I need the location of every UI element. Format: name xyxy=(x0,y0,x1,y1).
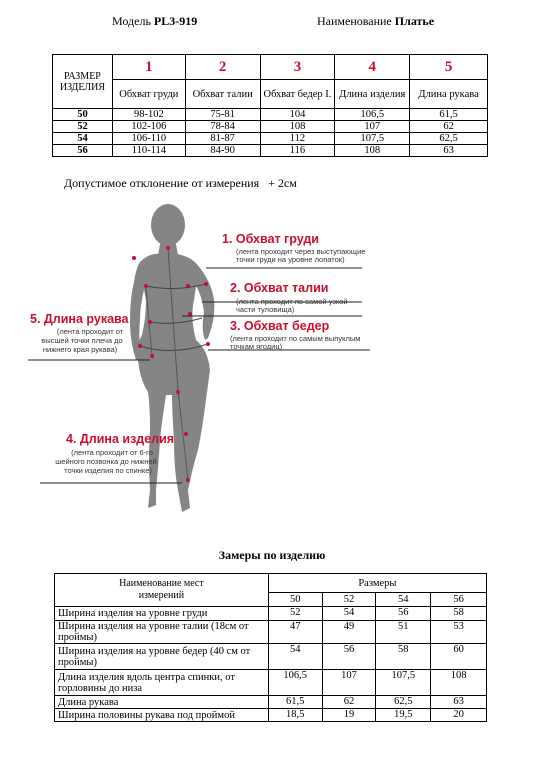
measurement-figure xyxy=(0,195,544,525)
garment-value-cell: 62,5 xyxy=(376,696,431,709)
garment-row xyxy=(55,621,487,644)
label-sleeve-title: 5. Длина рукава xyxy=(30,312,129,326)
garment-value-cell: 53 xyxy=(431,621,487,644)
tolerance-value: + 2см xyxy=(268,176,297,190)
label-waist-desc-1: (лента проходит по самой узкой xyxy=(236,297,348,306)
value-cell: 81-87 xyxy=(185,133,260,145)
label-waist-title: 2. Обхват талии xyxy=(230,281,329,295)
garment-value-cell: 107 xyxy=(322,670,376,696)
param-name-cell: Ширина изделия на уровне бедер (40 см от проймы) xyxy=(55,644,269,670)
value-cell: 61,5 xyxy=(410,109,488,121)
garment-row xyxy=(55,670,487,696)
label-hips-desc-2: точкам ягодиц) xyxy=(230,342,283,351)
col-label-1: Обхват груди xyxy=(112,80,185,109)
value-cell: 63 xyxy=(410,145,488,157)
value-cell: 107 xyxy=(335,121,410,133)
name-line xyxy=(317,14,434,29)
value-cell: 107,5 xyxy=(335,133,410,145)
garment-value-cell: 56 xyxy=(376,607,431,621)
model-code: PL3-919 xyxy=(153,14,198,28)
label-length-desc-2: шейного позвонка до нижней xyxy=(55,457,157,466)
label-hips-desc-1: (лента проходит по самым выпуклым xyxy=(230,334,361,343)
value-cell: 110-114 xyxy=(112,145,185,157)
size-col-50: 50 xyxy=(268,593,322,607)
garment-value-cell: 51 xyxy=(376,621,431,644)
garment-table xyxy=(54,573,487,722)
garment-value-cell: 58 xyxy=(376,644,431,670)
value-cell: 112 xyxy=(260,133,335,145)
label-sleeve-desc-3: нижнего края рукава) xyxy=(42,345,118,354)
col-num-4: 4 xyxy=(335,55,410,80)
garment-value-cell: 108 xyxy=(431,670,487,696)
value-cell: 102-106 xyxy=(112,121,185,133)
param-name-cell: Ширина изделия на уровне талии (18см от проймы) xyxy=(55,621,269,644)
size-col-52: 52 xyxy=(322,593,376,607)
value-cell: 62 xyxy=(410,121,488,133)
col-num-5: 5 xyxy=(410,55,488,80)
col-num-2: 2 xyxy=(185,55,260,80)
label-sleeve-desc-2: высшей точки плеча до xyxy=(41,336,123,345)
garment-value-cell: 19,5 xyxy=(376,709,431,722)
garment-value-cell: 63 xyxy=(431,696,487,709)
sizes-header: Размеры xyxy=(268,574,486,593)
model-line xyxy=(112,14,197,29)
size-cell: 52 xyxy=(53,121,113,133)
garment-value-cell: 54 xyxy=(322,607,376,621)
garment-value-cell: 60 xyxy=(431,644,487,670)
tolerance-text: Допустимое отклонение от измерения xyxy=(64,176,260,190)
size-cell: 56 xyxy=(53,145,113,157)
value-cell: 84-90 xyxy=(185,145,260,157)
value-cell: 78-84 xyxy=(185,121,260,133)
size-cell: 54 xyxy=(53,133,113,145)
value-cell: 116 xyxy=(260,145,335,157)
value-cell: 108 xyxy=(260,121,335,133)
garment-value-cell: 52 xyxy=(268,607,322,621)
name-label: Наименование xyxy=(317,14,392,28)
label-chest-title: 1. Обхват груди xyxy=(222,232,319,246)
param-header-text: Наименование мест измерений xyxy=(119,578,204,601)
value-cell: 75-81 xyxy=(185,109,260,121)
col-num-1: 1 xyxy=(112,55,185,80)
tolerance-line xyxy=(64,176,297,191)
param-name-cell: Ширина половины рукава под проймой xyxy=(55,709,269,722)
col-label-3: Обхват бедер I. xyxy=(260,80,335,109)
garment-value-cell: 18,5 xyxy=(268,709,322,722)
garment-value-cell: 47 xyxy=(268,621,322,644)
garment-row xyxy=(55,607,487,621)
garment-value-cell: 62 xyxy=(322,696,376,709)
label-hips-title: 3. Обхват бедер xyxy=(230,319,330,333)
garment-value-cell: 58 xyxy=(431,607,487,621)
param-name-cell: Ширина изделия на уровне груди xyxy=(55,607,269,621)
label-length-title: 4. Длина изделия xyxy=(66,432,175,446)
col-label-5: Длина рукава xyxy=(410,80,488,109)
value-cell: 108 xyxy=(335,145,410,157)
size-cell: 50 xyxy=(53,109,113,121)
garment-value-cell: 107,5 xyxy=(376,670,431,696)
label-waist-desc-2: части туловища) xyxy=(236,305,295,314)
label-length-desc-1: (лента проходит от 6-го xyxy=(71,448,153,457)
garment-value-cell: 106,5 xyxy=(268,670,322,696)
label-sleeve-desc-1: (лента проходит от xyxy=(56,327,124,336)
size-table xyxy=(52,54,488,157)
garment-value-cell: 54 xyxy=(268,644,322,670)
size-header-text: РАЗМЕР ИЗДЕЛИЯ xyxy=(59,70,106,93)
size-row xyxy=(53,109,488,121)
label-length-desc-3: точки изделия по спинке) xyxy=(64,466,152,475)
value-cell: 104 xyxy=(260,109,335,121)
size-col-56: 56 xyxy=(431,593,487,607)
garment-value-cell: 19 xyxy=(322,709,376,722)
param-name-cell: Длина рукава xyxy=(55,696,269,709)
label-chest-desc-1: (лента проходит через выступающие xyxy=(236,247,366,256)
col-label-2: Обхват талии xyxy=(185,80,260,109)
garment-value-cell: 20 xyxy=(431,709,487,722)
param-header xyxy=(55,574,269,607)
size-col-54: 54 xyxy=(376,593,431,607)
garment-title: Замеры по изделию xyxy=(218,548,326,562)
value-cell: 106,5 xyxy=(335,109,410,121)
garment-value-cell: 61,5 xyxy=(268,696,322,709)
label-chest-desc-2: точки груди на уровне лопаток) xyxy=(236,255,345,264)
garment-value-cell: 56 xyxy=(322,644,376,670)
col-label-4: Длина изделия xyxy=(335,80,410,109)
param-name-cell: Длина изделия вдоль центра спинки, от горловины до низа xyxy=(55,670,269,696)
col-num-3: 3 xyxy=(260,55,335,80)
size-row xyxy=(53,121,488,133)
name-value: Платье xyxy=(394,14,435,28)
value-cell: 98-102 xyxy=(112,109,185,121)
size-row xyxy=(53,133,488,145)
garment-row xyxy=(55,644,487,670)
size-row xyxy=(53,145,488,157)
model-label: Модель xyxy=(112,14,151,28)
value-cell: 62,5 xyxy=(410,133,488,145)
garment-row xyxy=(55,696,487,709)
garment-row xyxy=(55,709,487,722)
garment-value-cell: 49 xyxy=(322,621,376,644)
value-cell: 106-110 xyxy=(112,133,185,145)
size-header xyxy=(53,55,113,109)
